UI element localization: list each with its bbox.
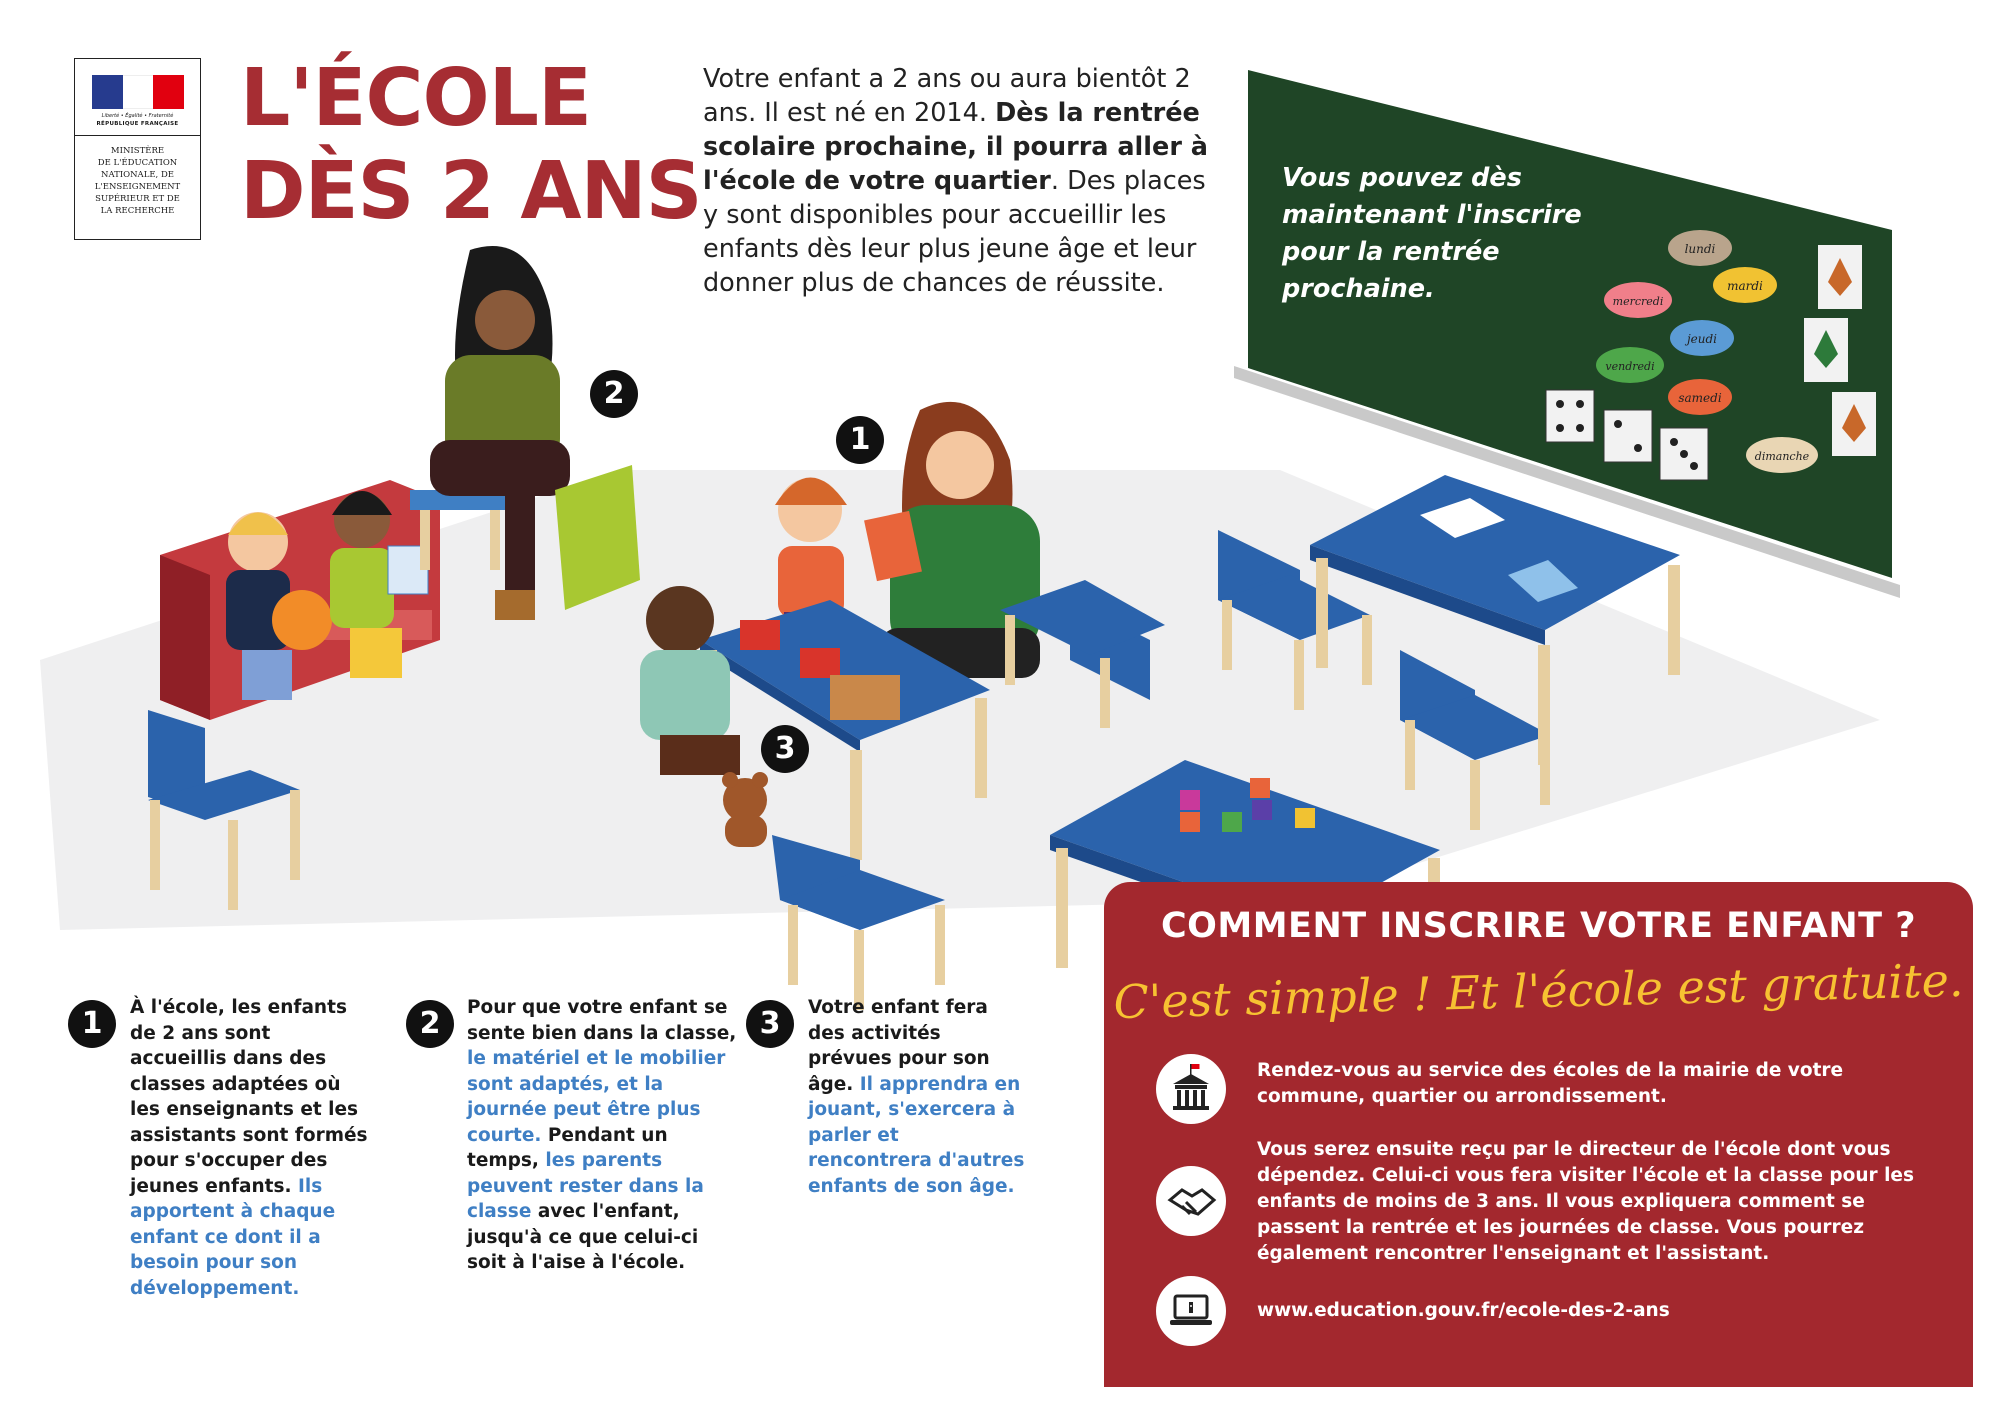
step-1-text: Rendez-vous au service des écoles de la mairie de votre commune, quartier ou arrondissement. [1257, 1060, 1844, 1107]
ministry-name: MINISTÈRE DE L'ÉDUCATION NATIONALE, DE L'ENSEIGNEMENT SUPÉRIEUR ET DE LA RECHERCHE [94, 146, 181, 216]
day-label-mardi [1713, 267, 1777, 303]
column-1-text [130, 995, 370, 1301]
step-2-text: Vous serez ensuite reçu par le directeur de l'école dont vous dépendez. Celui-ci vous fera visiter l'école et la classe pour les enfants de moins de 3 ans. Il vous expliquera comment se passent la rentrée et les journées de classe. Vous pourrez également rencontrer l'enseignant et l'assistant. [1257, 1139, 1914, 1264]
republic-name: RÉPUBLIQUE FRANÇAISE [96, 121, 179, 127]
day-label-dimanche [1746, 437, 1818, 473]
chalkboard-text: Vous pouvez dès maintenant l'inscrire pour la rentrée prochaine. [1282, 163, 1582, 304]
enrollment-subtitle: C'est simple ! Et l'école est gratuite. [1112, 952, 1965, 1030]
website-link[interactable]: www.education.gouv.fr/ecole-des-2-ans [1257, 1300, 1670, 1321]
column-2-body-a: Pour que votre enfant se sente bien dans la classe, [467, 997, 737, 1044]
svg-text:mardi: mardi [1727, 279, 1763, 293]
enrollment-title: COMMENT INSCRIRE VOTRE ENFANT ? [1160, 906, 1917, 946]
day-label-jeudi [1670, 320, 1734, 356]
svg-text:jeudi: jeudi [1686, 332, 1718, 346]
teddy-bear-icon [722, 772, 768, 847]
marker-3: 3 [761, 725, 809, 773]
column-3-highlight: Il apprendra en jouant, s'exercera à parler et rencontrera d'autres enfants de son âge. [808, 1073, 1025, 1197]
column-1-number: 1 [68, 1000, 116, 1048]
day-label-lundi [1668, 230, 1732, 266]
svg-text:lundi: lundi [1684, 242, 1716, 256]
column-1-body: À l'école, les enfants de 2 ans sont accueillis dans des classes adaptées où les enseignants et les assistants sont formés pour s'occuper des jeunes enfants. [130, 997, 368, 1197]
intro-text-1: Votre enfant a 2 ans ou aura bientôt 2 ans. Il est né en 2014. [703, 64, 1191, 128]
intro-text-bold: Dès la rentrée scolaire prochaine, il pourra aller à l'école de votre quartier [703, 98, 1208, 196]
column-2-body-b: Pendant un temps, [467, 1124, 668, 1171]
column-1-highlight: Ils apportent à chaque enfant ce dont il a besoin pour son développement. [130, 1175, 336, 1299]
column-3-text [808, 995, 1028, 1199]
handshake-icon [1156, 1166, 1226, 1236]
column-2-highlight-a: le matériel et le mobilier sont adaptés, et la journée peut être plus courte. [467, 1048, 726, 1146]
svg-text:samedi: samedi [1678, 391, 1722, 405]
day-label-samedi [1668, 379, 1732, 415]
laptop-icon [1156, 1276, 1226, 1346]
enrollment-panel [1104, 882, 1973, 1387]
svg-text:mercredi: mercredi [1612, 295, 1664, 308]
town-hall-icon [1156, 1054, 1226, 1124]
column-2-number: 2 [406, 1000, 454, 1048]
svg-text:dimanche: dimanche [1754, 450, 1810, 463]
column-2-text [467, 995, 737, 1276]
marker-2: 2 [590, 370, 638, 418]
column-2-highlight-b: les parents peuvent rester dans la classe [467, 1150, 704, 1222]
column-3-number: 3 [746, 1000, 794, 1048]
column-3-body: Votre enfant fera des activités prévues pour son âge. [808, 997, 990, 1095]
intro-text-2: . Des places y sont disponibles pour accueillir les enfants dès leur plus jeune âge et leur donner plus de chances de réussite. [703, 166, 1206, 298]
day-label-vendredi [1596, 347, 1664, 383]
column-2-body-c: avec l'enfant, jusqu'à ce que celui-ci soit à l'aise à l'école. [467, 1201, 699, 1273]
republic-motto: Liberté • Égalité • Fraternité [101, 113, 174, 119]
svg-text:vendredi: vendredi [1605, 360, 1655, 373]
marker-1: 1 [836, 416, 884, 464]
page-title: L'ÉCOLE DÈS 2 ANS [240, 52, 702, 237]
